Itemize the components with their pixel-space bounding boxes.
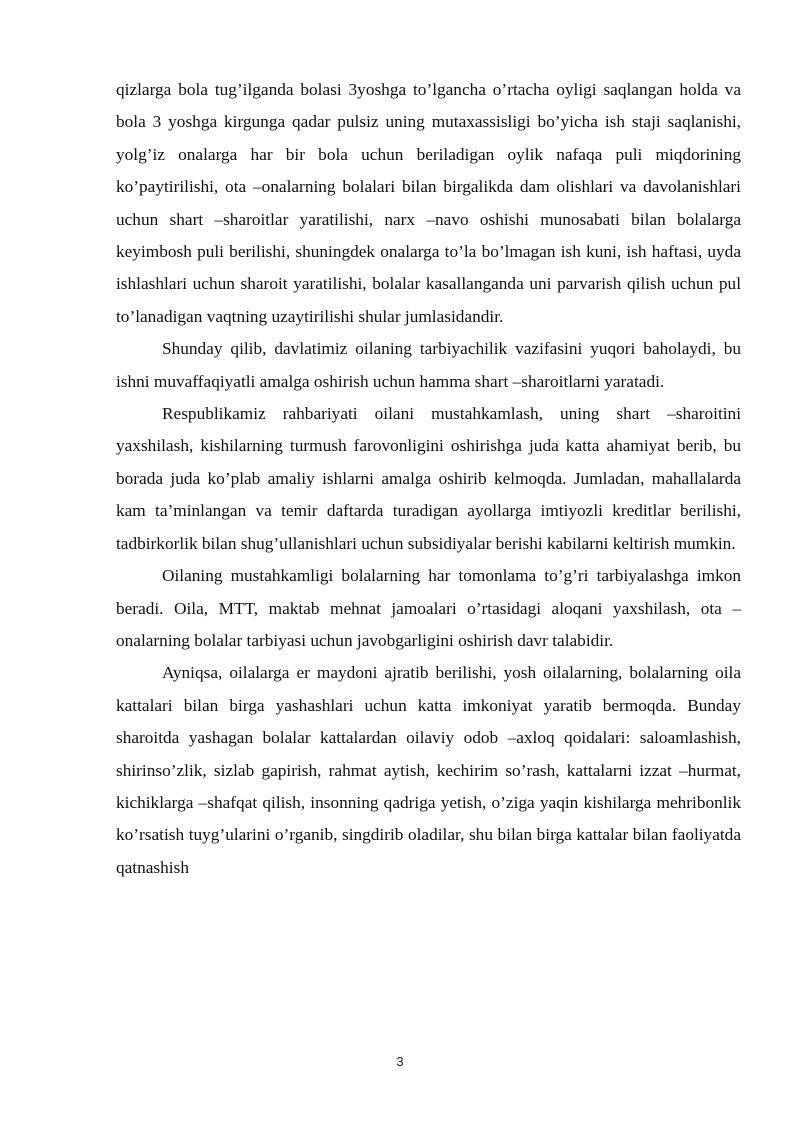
page-number: 3 [396, 1054, 404, 1069]
paragraph-5: Ayniqsa, oilalarga er maydoni ajratib berilishi, yosh oilalarning, bolalarning oila kattalari bilan birga yashashlari uchun katta imkoniyat yaratib bermoqda. Bunday sharoitda yashagan bolalar kattalardan oilaviy odob –axloq qoidalari: saloamlashish, shirinso’zlik, sizlab gapirish, rahmat aytish, kechirim so’rash, kattalarni izzat –hurmat, kichiklarga –shafqat qilish, insonning qadriga yetish, o’ziga yaqin kishilarga mehribonlik ko’rsatish tuyg’ularini o’rganib, singdirib oladilar, shu bilan birga kattalar bilan faoliyatda qatnashish [116, 663, 741, 877]
paragraph-4: Oilaning mustahkamligi bolalarning har tomonlama to’g’ri tarbiyalashga imkon beradi. Oila, MTT, maktab mehnat jamoalari o’rtasidagi aloqani yaxshilash, ota –onalarning bolalar tarbiyasi uchun javobgarligini oshirish davr talabidir. [116, 566, 741, 650]
paragraph-1: qizlarga bola tug’ilganda bolasi 3yoshga to’lgancha o’rtacha oyligi saqlangan holda va bola 3 yoshga kirgunga qadar pulsiz uning mutaxassisligi bo’yicha ish staji saqlanishi, yolg’iz onalarga har bir bola uchun beriladigan oylik nafaqa puli miqdorining ko’paytirilishi, ota –onalarning bolalari bilan birgalikda dam olishlari va davolanishlari uchun shart –sharoitlar yaratilishi, narx –navo oshishi munosabati bilan bolalarga keyimbosh puli berilishi, shuningdek onalarga to’la bo’lmagan ish kuni, ish haftasi, uyda ishlashlari uchun sharoit yaratilishi, bolalar kasallanganda uni parvarish qilish uchun pul to’lanadigan vaqtning uzaytirilishi shular jumlasidandir. [116, 80, 741, 326]
paragraph-3: Respublikamiz rahbariyati oilani mustahkamlash, uning shart –sharoitini yaxshilash, kishilarning turmush farovonligini oshirishga juda katta ahamiyat berib, bu borada juda ko’plab amaliy ishlarni amalga oshirib kelmoqda. Jumladan, mahallalarda kam ta’minlangan va temir daftarda turadigan ayollarga imtiyozli kreditlar berilishi, tadbirkorlik bilan shug’ullanishlari uchun subsidiyalar berishi kabilarni keltirish mumkin. [116, 404, 741, 553]
paragraph-2: Shunday qilib, davlatimiz oilaning tarbiyachilik vazifasini yuqori baholaydi, bu ishni muvaffaqiyatli amalga oshirish uchun hamma shart –sharoitlarni yaratadi. [116, 339, 741, 391]
body-text [116, 74, 741, 884]
